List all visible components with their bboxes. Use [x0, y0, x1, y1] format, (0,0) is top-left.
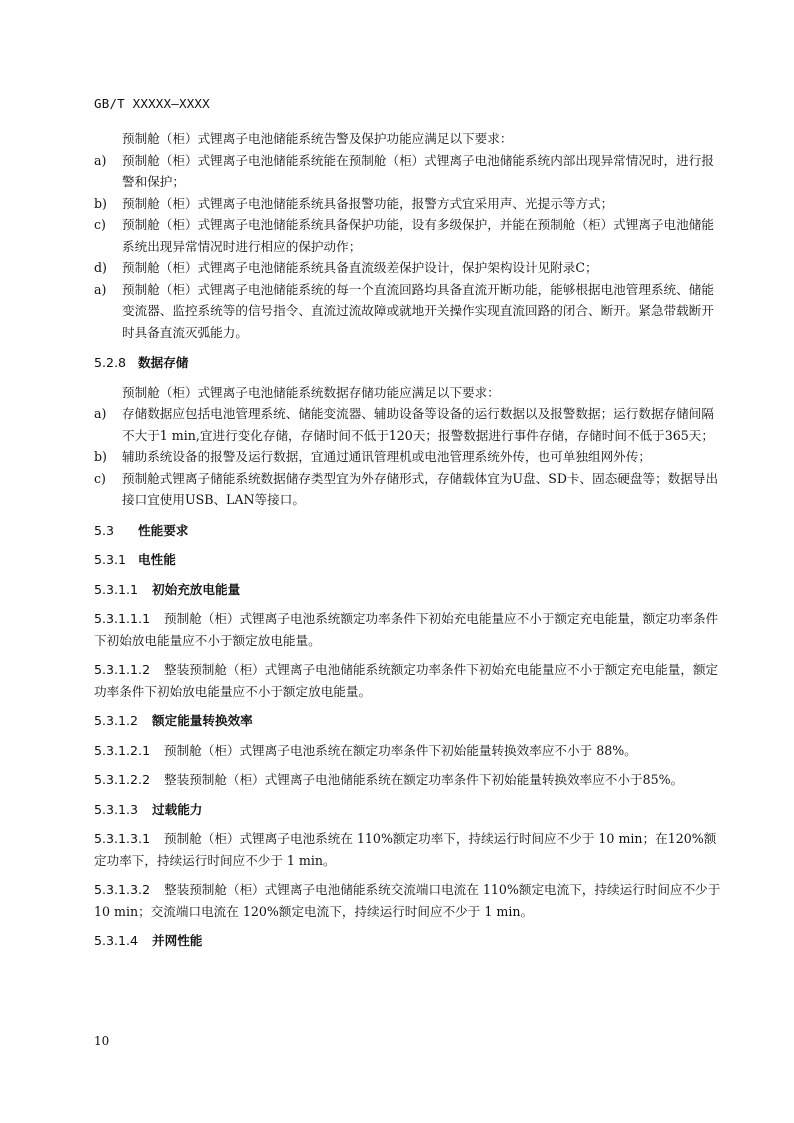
section-title: 性能要求 — [138, 522, 189, 538]
section-heading-5-2-8 — [94, 352, 722, 374]
list-item-label: c) — [94, 470, 106, 486]
list-item-text: 存储数据应包括电池管理系统、储能变流器、辅助设备等设备的运行数据以及报警数据；运行数据存储间隔不大于1 min,宜进行变化存储，存储时间不低于120天；报警数据进行事件存储，存储时间不低于365天； — [122, 406, 714, 443]
section-heading-5-3 — [94, 520, 722, 542]
clause-5-3-1-1-2 — [94, 659, 722, 702]
section-title: 电性能 — [138, 552, 176, 567]
section-heading-5-3-1 — [94, 549, 722, 571]
list-item — [94, 279, 722, 344]
section-number: 5.3.1.4 — [94, 933, 139, 948]
list-item-label: b) — [94, 449, 107, 464]
clause-text: 整装预制舱（柜）式锂离子电池储能系统在额定功率条件下初始能量转换效率应不小于85%。 — [164, 772, 684, 787]
list-item-label: a) — [94, 406, 107, 421]
clause-5-3-1-1-1 — [94, 608, 722, 651]
section-number: 5.3.1.3 — [94, 801, 139, 817]
list-item-text: 预制舱（柜）式锂离子电池储能系统能在预制舱（柜）式锂离子电池储能系统内部出现异常情况时，进行报警和保护； — [122, 152, 714, 189]
section-number: 5.3.1 — [94, 552, 127, 567]
data-storage-intro: 预制舱（柜）式锂离子电池储能系统数据存储功能应满足以下要求： — [122, 384, 500, 400]
clause-number: 5.3.1.1.2 — [94, 662, 151, 677]
clause-text: 预制舱（柜）式锂离子电池系统在 110%额定功率下，持续运行时间应不少于 10 min；在120%额定功率下，持续运行时间应不少于 1 min。 — [94, 831, 717, 868]
list-item-text: 辅助系统设备的报警及运行数据，宜通过通讯管理机或电池管理系统外传，也可单独组网外传； — [122, 449, 651, 464]
alarm-protection-intro: 预制舱（柜）式锂离子电池储能系统告警及保护功能应满足以下要求： — [122, 131, 513, 146]
list-item — [94, 214, 722, 257]
section-number: 5.3 — [94, 522, 115, 538]
section-heading-5-3-1-1 — [94, 579, 722, 601]
clause-text: 预制舱（柜）式锂离子电池系统额定功率条件下初始充电能量应不小于额定充电能量，额定功率条件下初始放电能量应不小于额定放电能量。 — [94, 611, 719, 648]
document-code-header: GB/T XXXXX—XXXX — [94, 96, 210, 111]
list-item-text: 预制舱（柜）式锂离子电池储能系统的每一个直流回路均具备直流开断功能，能够根据电池管理系统、储能变流器、监控系统等的信号指令、直流过流故障或就地开关操作实现直流回路的闭合、断开。紧急带载断开时具备直流灭弧能力。 — [122, 281, 714, 340]
list-item-text: 预制舱（柜）式锂离子电池储能系统具备保护功能，设有多级保护，并能在预制舱（柜）式锂离子电池储能系统出现异常情况时进行相应的保护动作； — [122, 217, 714, 254]
clause-5-3-1-2-1 — [94, 740, 722, 762]
list-item — [94, 150, 722, 193]
list-item — [94, 193, 722, 215]
clause-number: 5.3.1.3.1 — [94, 831, 151, 846]
section-number: 5.3.1.2 — [94, 713, 139, 728]
clause-5-3-1-2-2 — [94, 769, 722, 791]
clause-number: 5.3.1.2.2 — [94, 772, 151, 787]
clause-text: 整装预制舱（柜）式锂离子电池储能系统额定功率条件下初始充电能量应不小于额定充电能量，额定功率条件下初始放电能量应不小于额定放电能量。 — [94, 662, 719, 699]
list-item-text: 预制舱式锂离子储能系统数据储存类型宜为外存储形式，存储载体宜为U盘、SD卡、固态硬盘等；数据导出接口宜使用USB、LAN等接口。 — [122, 470, 719, 507]
section-heading-5-3-1-2 — [94, 710, 722, 732]
list-item-label: d) — [94, 260, 107, 275]
clause-number: 5.3.1.3.2 — [94, 882, 151, 897]
document-body — [94, 128, 722, 952]
list-item — [94, 257, 722, 279]
list-item-label: a) — [94, 152, 107, 168]
list-item — [94, 446, 722, 468]
list-item-label: c) — [94, 217, 106, 232]
section-title: 额定能量转换效率 — [152, 713, 253, 728]
clause-text: 预制舱（柜）式锂离子电池系统在额定功率条件下初始能量转换效率应不小于 88%。 — [164, 742, 637, 758]
clause-number: 5.3.1.1.1 — [94, 611, 151, 626]
clause-5-3-1-3-1 — [94, 828, 722, 871]
section-number: 5.2.8 — [94, 355, 127, 370]
list-item-label: b) — [94, 195, 107, 211]
list-item — [94, 403, 722, 446]
list-item-text: 预制舱（柜）式锂离子电池储能系统具备报警功能，报警方式宜采用声、光提示等方式； — [122, 195, 614, 211]
section-title: 过载能力 — [152, 801, 203, 817]
page-number: 10 — [94, 1034, 110, 1048]
list-item — [94, 468, 722, 511]
section-title: 并网性能 — [152, 933, 203, 948]
section-title: 数据存储 — [138, 355, 189, 370]
section-title: 初始充放电能量 — [152, 581, 241, 597]
list-item-label: a) — [94, 281, 107, 297]
clause-text: 整装预制舱（柜）式锂离子电池储能系统交流端口电流在 110%额定电流下，持续运行时间应不少于 10 min；交流端口电流在 120%额定电流下，持续运行时间应不少于 1 min。 — [94, 882, 721, 919]
list-item-text: 预制舱（柜）式锂离子电池储能系统具备直流级差保护设计，保护架构设计见附录C； — [122, 260, 598, 275]
clause-5-3-1-3-2 — [94, 879, 722, 922]
clause-number: 5.3.1.2.1 — [94, 742, 151, 758]
section-number: 5.3.1.1 — [94, 581, 139, 597]
section-heading-5-3-1-4 — [94, 930, 722, 952]
section-heading-5-3-1-3 — [94, 799, 722, 821]
